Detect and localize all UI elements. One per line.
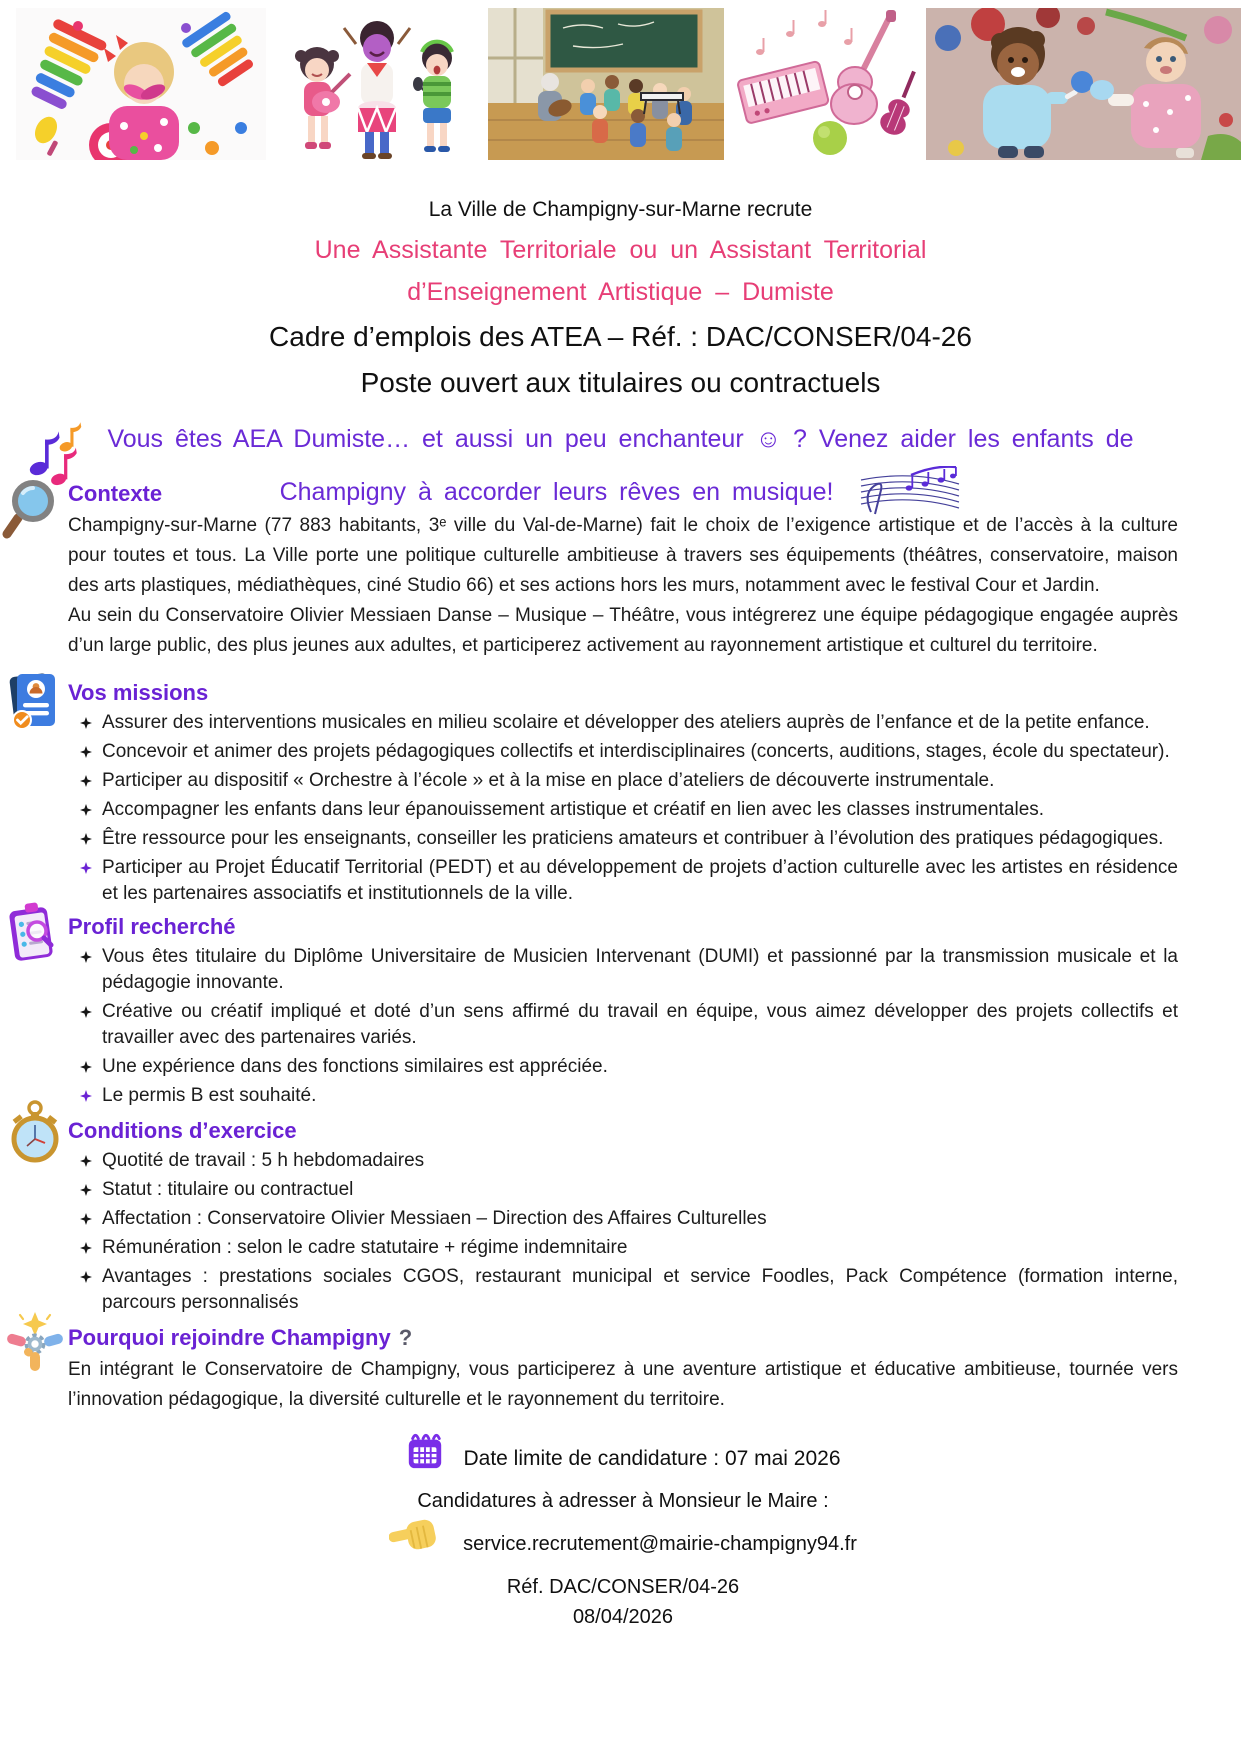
section-title-conditions: Conditions d’exercice [68,1118,297,1143]
reference-line: Réf. DAC/CONSER/04-26 [506,1576,740,1598]
conditions-list [68,1148,1178,1316]
stopwatch-icon [8,1097,62,1170]
pourquoi-title-text: Pourquoi rejoindre Champigny [68,1325,391,1350]
profil-bullet: Vous êtes titulaire du Diplôme Universitaire de Musicien Intervenant (DUMI) et passionné par la transmission musicale et la pédagogie innovante. [102,944,1178,996]
calendar-icon [405,1431,445,1486]
condition-bullet: Avantages : prestations sociales CGOS, restaurant municipal et service Foodles, Pack Compétence (formation interne, parcours personnalisés [102,1264,1178,1316]
section-title-contexte: Contexte [68,481,163,506]
missions-list [68,710,1178,907]
section-conditions [68,1117,1178,1316]
job-title-line-2: d’Enseignement Artistique – Dumiste [407,278,834,306]
deadline-text: Date limite de candidature : 07 mai 2026 [463,1446,841,1470]
banner-classroom-photo [488,8,724,160]
job-title-line-1: Une Assistante Territoriale ou un Assistant Territorial [314,236,927,264]
publication-date: 08/04/2026 [572,1606,674,1628]
teamwork-star-icon [6,1310,64,1377]
address-line: Candidatures à adresser à Monsieur le Maire : [417,1490,829,1512]
condition-bullet: Quotité de travail : 5 h hebdomadaires [102,1148,1178,1174]
recruiter-line: La Ville de Champigny-sur-Marne recrute [428,198,813,221]
profil-list [68,944,1178,1109]
mission-bullet: Être ressource pour les enseignants, conseiller les praticiens amateurs et contribuer à l’évolution des pratiques pédagogiques. [102,826,1178,852]
section-title-profil: Profil recherché [68,914,236,939]
mission-bullet: Concevoir et animer des projets pédagogiques collectifs et interdisciplinaires (concerts, auditions, stages, école du spectateur). [102,739,1178,765]
condition-bullet: Statut : titulaire ou contractuel [102,1177,1178,1203]
profil-bullet: Une expérience dans des fonctions similaires est appréciée. [102,1054,1178,1080]
section-missions [68,679,1178,907]
profil-bullet: Le permis B est souhaité. [102,1083,1178,1109]
section-title-pourquoi [68,1324,1178,1351]
clipboard-search-icon [4,901,60,970]
deadline-row [68,1431,1178,1486]
banner-photo-toddler-instruments [16,8,266,160]
job-status-line: Poste ouvert aux titulaires ou contractuels [360,367,881,398]
document-header [0,198,1241,523]
section-title-missions: Vos missions [68,680,209,705]
tagline-line-1: Vous êtes AEA Dumiste… et aussi un peu enchanteur ☺ ? Venez aider les enfants de [107,425,1134,453]
magnifying-glass-icon [2,474,58,545]
email-row [68,1516,1178,1572]
tagline-line-2-text: Champigny à accorder leurs rêves en musique! [279,478,834,506]
pointing-hand-icon [389,1516,439,1572]
pourquoi-paragraph: En intégrant le Conservatoire de Champigny, vous participerez à une aventure artistique et éducative ambitieuse, tournée vers l’innovation pédagogique, la diversité culturelle et le rayonnement du territoire. [68,1359,1178,1410]
contexte-paragraph-2: Au sein du Conservatoire Olivier Messiaen Danse – Musique – Théâtre, vous intégrerez une équipe pédagogique engagée auprès d’un large public, des plus jeunes aux adultes, et participerez activement au rayonnement artistique et culturel du territoire. [68,605,1178,656]
resume-check-icon [8,669,60,736]
condition-bullet: Affectation : Conservatoire Olivier Messiaen – Direction des Affaires Culturelles [102,1206,1178,1232]
photo-banner [16,8,1241,160]
profil-bullet: Créative ou créatif impliqué et doté d’un sens affirmé du travail en équipe, vous aimez développer des projets collectifs et travailler avec des partenaires variés. [102,999,1178,1051]
application-footer [68,1431,1178,1632]
section-pourquoi [68,1324,1178,1415]
pourquoi-title-suffix: ? [398,1325,413,1350]
mission-bullet: Participer au Projet Éducatif Territorial (PEDT) et au développement de projets d’action culturelle avec les artistes en résidence et les partenaires associatifs et institutionnels de la ville. [102,855,1178,907]
mission-bullet: Participer au dispositif « Orchestre à l’école » et à la mise en place d’ateliers de découverte instrumentale. [102,768,1178,794]
banner-babies-photo [926,8,1241,160]
section-contexte [68,480,1178,661]
section-profil [68,913,1178,1109]
document-body [68,480,1178,1632]
email-link[interactable]: service.recrutement@mairie-champigny94.fr [463,1533,857,1555]
contexte-paragraph-1: Champigny-sur-Marne (77 883 habitants, 3ᵉ ville du Val-de-Marne) fait le choix de l’exigence artistique et de l’accès à la culture pour toutes et tous. La Ville porte une politique culturelle ambitieuse à travers ses équipements (théâtres, conservatoire, maison des arts plastiques, médiathèques, ciné Studio 66) et ses actions hors les murs, notamment avec le festival Cour et Jardin. [68,515,1178,596]
mission-bullet: Assurer des interventions musicales en milieu scolaire et développer des ateliers auprès de l’enfance et de la petite enfance. [102,710,1178,736]
banner-cartoon-kids [272,8,482,160]
mission-bullet: Accompagner les enfants dans leur épanouissement artistique et créatif en lien avec les classes instrumentales. [102,797,1178,823]
job-grade-line: Cadre d’emplois des ATEA – Réf. : DAC/CONSER/04-26 [269,321,972,352]
condition-bullet: Rémunération : selon le cadre statutaire + régime indemnitaire [102,1235,1178,1261]
banner-instruments-illustration [730,8,920,160]
